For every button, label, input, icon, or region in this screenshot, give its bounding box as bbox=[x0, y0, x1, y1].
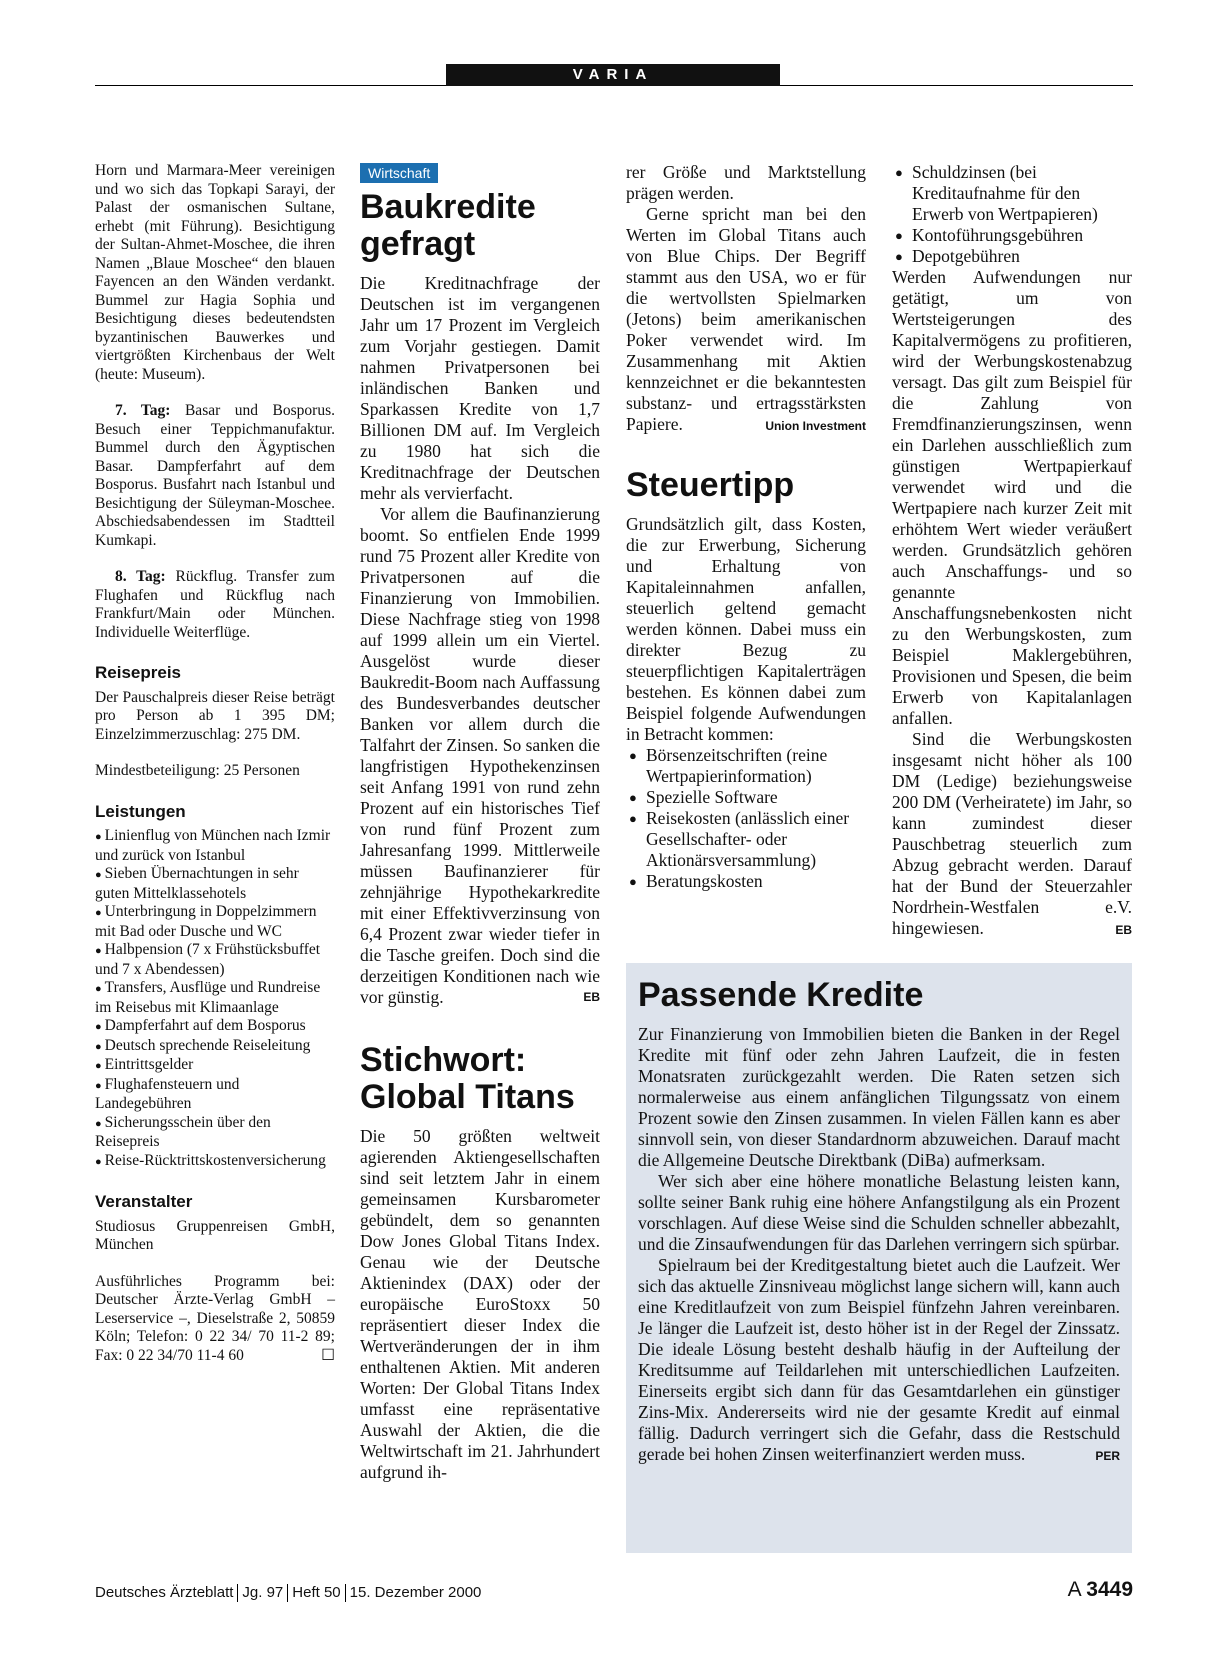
article-paragraph: Die 50 größten weltweit agierenden Aktiengesellschaften sind seit letztem Jahr in einem gemeinsamen Kursbarometer gebündelt, dem so genannten Dow Jones Global Titans Index. Genau wie der Deutsche Aktienindex (DAX) oder der europäische EuroStoxx 50 repräsentiert dieser Index die Wertveränderungen der in ihm enthaltenen Aktien. Mit anderen Worten: Der Global Titans Index umfasst eine repräsentative Auswahl der Aktien, die die Weltwirtschaft im 21. Jahrhundert aufgrund ih- bbox=[360, 1126, 600, 1482]
page-number bbox=[1068, 1578, 1133, 1602]
expense-list-continued bbox=[892, 162, 1132, 267]
author-signature: EB bbox=[583, 990, 600, 1004]
list-item: ● Reise-Rücktrittskostenversicherung bbox=[95, 1152, 335, 1172]
day7-paragraph bbox=[95, 402, 335, 550]
day7-text: Basar und Bosporus. Besuch einer Teppichmanufaktur. Bummel durch den Ägyptischen Basar. Dampferfahrt auf dem Bosporus. Busfahrt nach Istanbul und Besichtigung der Süleyman-Moschee. Abschiedsabendessen im Stadtteil Kumkapi. bbox=[95, 402, 335, 549]
list-item-text: Börsenzeitschriften (reine Wertpapierinformation) bbox=[646, 745, 828, 786]
list-item: ● Flughafensteuern und Landegebühren bbox=[95, 1076, 335, 1114]
divider bbox=[287, 1584, 288, 1602]
section-label: VARIA bbox=[446, 64, 780, 86]
journal-issue: Heft 50 bbox=[292, 1584, 341, 1601]
list-item-text: Beratungskosten bbox=[646, 871, 763, 891]
article-paragraph: Die Kreditnachfrage der Deutschen ist im vergangenen Jahr um 17 Prozent im Vergleich zum Vorjahr gestiegen. Damit nahmen Privatpersonen bei inländischen Banken und Sparkassen Kredite von 1,7 Billionen DM auf. Im Vergleich zu 1980 hat sich die Kreditnachfrage der Deutschen mehr als vervierfacht. bbox=[360, 273, 600, 503]
bullet-icon: ● bbox=[629, 790, 637, 805]
programm-body: Ausführliches Programm bei: Deutscher Ärzte-Verlag GmbH – Leserservice –, Dieselstraße 2, 50859 Köln; Telefon: 0 22 34/ 70 11-2 89; Fax: 0 22 34/70 11-4 60 bbox=[95, 1272, 335, 1364]
bullet-icon: ● bbox=[895, 228, 903, 243]
bullet-icon: ● bbox=[895, 165, 903, 180]
expense-list bbox=[626, 745, 866, 892]
veranstalter-heading: Veranstalter bbox=[95, 1192, 193, 1211]
day7-label: 7. Tag: bbox=[115, 402, 171, 419]
column-three bbox=[626, 162, 866, 892]
reisepreis-text: Der Pauschalpreis dieser Reise beträgt pro Person ab 1 395 DM; Einzelzimmerzuschlag: 275 DM. bbox=[95, 688, 335, 743]
bullet-icon: ● bbox=[629, 811, 637, 826]
article-paragraph bbox=[626, 204, 866, 435]
divider bbox=[237, 1584, 238, 1602]
article-paragraph bbox=[892, 729, 1132, 939]
list-item bbox=[626, 745, 866, 787]
article-text: Gerne spricht man bei den Werten im Global Titans auch von Blue Chips. Der Begriff stammt aus den USA, wo er für die wertvollsten Spielmarken (Jetons) beim amerikanischen Poker verwendet wird. Im Zusammenhang mit Aktien kennzeichnet er die bekanntesten substanz- und ertragsstärksten Papiere. bbox=[626, 204, 866, 434]
mindest-text: Mindestbeteiligung: 25 Personen bbox=[95, 762, 300, 779]
author-signature: Union Investment bbox=[765, 419, 866, 433]
list-item: ● Halbpension (7 x Frühstücksbuffet und 7 x Abendessen) bbox=[95, 941, 335, 979]
article-title-baukredite: Baukredite gefragt bbox=[360, 188, 536, 263]
travel-paragraph: Horn und Marmara-Meer vereinigen und wo sich das Topkapi Sarayi, der Palast der osmanischen Sultane, erhebt (mit Führung). Besichtigung der Sultan-Ahmet-Moschee, die ihren Namen „Blaue Moschee“ den blauen Fayencen an den Wänden verdankt. Bummel zur Hagia Sophia und Besichtigung dieses bedeutendsten byzantinischen Bauwerkes und viertgrößten Kirchenbaus der Welt (heute: Museum). bbox=[95, 162, 335, 383]
article-paragraph: rer Größe und Marktstellung prägen werden. bbox=[626, 162, 866, 203]
issue-date: 15. Dezember 2000 bbox=[349, 1584, 482, 1601]
list-item: ● Transfers, Ausflüge und Rundreise im Reisebus mit Klimaanlage bbox=[95, 979, 335, 1017]
list-item: ● Sicherungsschein über den Reisepreis bbox=[95, 1114, 335, 1152]
page-prefix: A bbox=[1067, 1578, 1081, 1601]
list-item bbox=[892, 162, 1132, 225]
leistungen-list bbox=[95, 827, 335, 1171]
bullet-icon: ● bbox=[629, 748, 637, 763]
list-item-text: Kontoführungsgebühren bbox=[912, 225, 1084, 245]
journal-name: Deutsches Ärzteblatt bbox=[95, 1584, 234, 1601]
list-item-text: Depotgebühren bbox=[912, 246, 1020, 266]
page-number-value: 3449 bbox=[1086, 1578, 1133, 1601]
leistungen-heading: Leistungen bbox=[95, 801, 186, 821]
article-title-steuertipp: Steuertipp bbox=[626, 466, 795, 504]
box-text: Spielraum bei der Kreditgestaltung bietet auch die Laufzeit. Wer sich das aktuelle Zinsniveau möglichst lange sichern will, kann auch eine Kreditlaufzeit von zum Beispiel fünfzehn Jahren vereinbaren. Je länger die Laufzeit ist, desto höher ist in der Regel der Zinssatz. Die ideale Lösung besteht deshalb häufig in der Aufteilung der Kreditsumme auf Teildarlehen mit unterschiedlichen Laufzeiten. Einerseits ergibt sich dann für das Gesamtdarlehen ein günstiger Zins-Mix. Andererseits wird nie der gesamte Kredit auf einmal fällig. Dadurch verringert sich die Gefahr, dass die Restschuld gerade bei hohen Zinsen weiterfinanziert werden muss. bbox=[638, 1255, 1120, 1464]
column-travel bbox=[95, 162, 335, 1365]
author-signature: EB bbox=[1115, 923, 1132, 937]
box-paragraph bbox=[638, 1255, 1120, 1465]
bullet-icon: ● bbox=[629, 874, 637, 889]
author-signature: PER bbox=[1095, 1449, 1120, 1463]
article-title-global-titans: Stichwort: Global Titans bbox=[360, 1041, 575, 1116]
box-paragraph: Wer sich aber eine höhere monatliche Belastung leisten kann, sollte seiner Bank ruhig eine höhere Anfangstilgung als ein Prozent vorschlagen. Auf diese Weise sind die Schulden schneller abbezahlt, und die Zinsaufwendungen für das Darlehen verringern sich spürbar. bbox=[638, 1171, 1120, 1254]
bullet-icon: ● bbox=[895, 249, 903, 264]
article-paragraph: Grundsätzlich gilt, dass Kosten, die zur Erwerbung, Sicherung und Erhaltung von Kapitaleinnahmen anfallen, steuerlich geltend gemacht werden können. Dabei muss ein direkter Bezug zu steuerpflichtigen Kapitalerträgen bestehen. Es können dabei zum Beispiel folgende Aufwendungen in Betracht kommen: bbox=[626, 514, 866, 744]
box-title: Passende Kredite bbox=[638, 976, 924, 1014]
page-footer bbox=[95, 1578, 1133, 1602]
list-item bbox=[892, 246, 1132, 267]
day8-paragraph bbox=[95, 568, 335, 642]
list-item bbox=[626, 808, 866, 871]
article-paragraph: Werden Aufwendungen nur getätigt, um von Wertsteigerungen des Kapitalvermögens zu profitieren, wird der Werbungskostenabzug versagt. Das gilt zum Beispiel für die Zahlung von Fremdfinanzierungszinsen, wenn ein Darlehen ausschließlich zum günstigen Wertpapierkauf verwendet wird und die Wertpapiere nach kurzer Zeit mit erhöhtem Wert wieder veräußert werden. Grundsätzlich gehören auch Anschaffungs- und so genannte Anschaffungsnebenkosten nicht zu den Werbungskosten, zum Beispiel Maklergebühren, Provisionen und Spesen, die beim Erwerb von Kapitalanlagen anfallen. bbox=[892, 267, 1132, 728]
list-item: ● Deutsch sprechende Reiseleitung bbox=[95, 1037, 335, 1057]
veranstalter-text: Studiosus Gruppenreisen GmbH, München bbox=[95, 1217, 335, 1253]
list-item bbox=[626, 871, 866, 892]
list-item-text: Spezielle Software bbox=[646, 787, 778, 807]
list-item-text: Schuldzinsen (bei Kreditaufnahme für den Erwerb von Wertpapieren) bbox=[912, 162, 1098, 224]
list-item: ● Dampferfahrt auf dem Bosporus bbox=[95, 1017, 335, 1037]
article-paragraph bbox=[360, 504, 600, 1008]
list-item: ● Eintrittsgelder bbox=[95, 1056, 335, 1076]
list-item bbox=[626, 787, 866, 808]
divider bbox=[345, 1584, 346, 1602]
programm-text bbox=[95, 1273, 335, 1366]
list-item: ● Sieben Übernachtungen in sehr guten Mittelklassehotels bbox=[95, 865, 335, 903]
column-economy bbox=[360, 162, 600, 1483]
category-tag: Wirtschaft bbox=[360, 163, 438, 183]
day8-text: Rückflug. Transfer zum Flughafen und Rückflug nach Frankfurt/Main oder München. Individuelle Weiterflüge. bbox=[95, 568, 335, 641]
info-box-passende-kredite bbox=[626, 963, 1132, 1553]
journal-volume: Jg. 97 bbox=[242, 1584, 284, 1601]
box-paragraph: Zur Finanzierung von Immobilien bieten die Banken in der Regel Kredite mit fünf oder zehn Jahren Laufzeit, die in festen Monatsraten zurückgezahlt werden. Die Raten setzen sich normalerweise aus einem anfänglichen Tilgungssatz von einem Prozent sowie den Zinsen zusammen. In vielen Fällen kann es aber sinnvoll sein, von dieser Standardnorm abzuweichen. Darauf macht die Allgemeine Deutsche Direktbank (DiBa) aufmerksam. bbox=[638, 1024, 1120, 1170]
list-item: ● Linienflug von München nach Izmir und zurück von Istanbul bbox=[95, 827, 335, 865]
reisepreis-heading: Reisepreis bbox=[95, 663, 181, 682]
list-item: ● Unterbringung in Doppelzimmern mit Bad oder Dusche und WC bbox=[95, 903, 335, 941]
article-text: Vor allem die Baufinanzierung boomt. So entfielen Ende 1999 rund 75 Prozent aller Kredite von Privatpersonen auf die Finanzierung von Immobilien. Diese Nachfrage stieg von 1998 auf 1999 allein um ein Viertel. Ausgelöst wurde dieser Baukredit-Boom nach Auffassung des Bundesverbandes deutscher Banken vor allem durch die Talfahrt der Zinsen. So sanken die langfristigen Hypothekenzinsen seit Anfang 1991 von rund zehn Prozent auf ein historisches Tief von rund fünf Prozent zum Jahresanfang 1999. Mittlerweile müssen Baufinanzierer für zehnjährige Hypothekarkredite mit einer Effektivverzinsung von 6,4 Prozent zwar wieder tiefer in die Tasche greifen. Doch sind die derzeitigen Konditionen nach wie vor günstig. bbox=[360, 504, 600, 1007]
article-text: Sind die Werbungskosten insgesamt nicht höher als 100 DM (Ledige) beziehungsweise 200 DM (Verheiratete) im Jahr, so kann zumindest dieser Pauschbetrag steuerlich zum Abzug gebracht werden. Darauf hat der Bund der Steuerzahler Nordrhein-Westfalen e.V. hingewiesen. bbox=[892, 729, 1132, 938]
list-item bbox=[892, 225, 1132, 246]
end-mark-icon: ☐ bbox=[321, 1346, 335, 1364]
column-four bbox=[892, 162, 1132, 941]
list-item-text: Reisekosten (anlässlich einer Gesellschafter- oder Aktionärsversammlung) bbox=[646, 808, 850, 870]
day8-label: 8. Tag: bbox=[115, 568, 166, 585]
